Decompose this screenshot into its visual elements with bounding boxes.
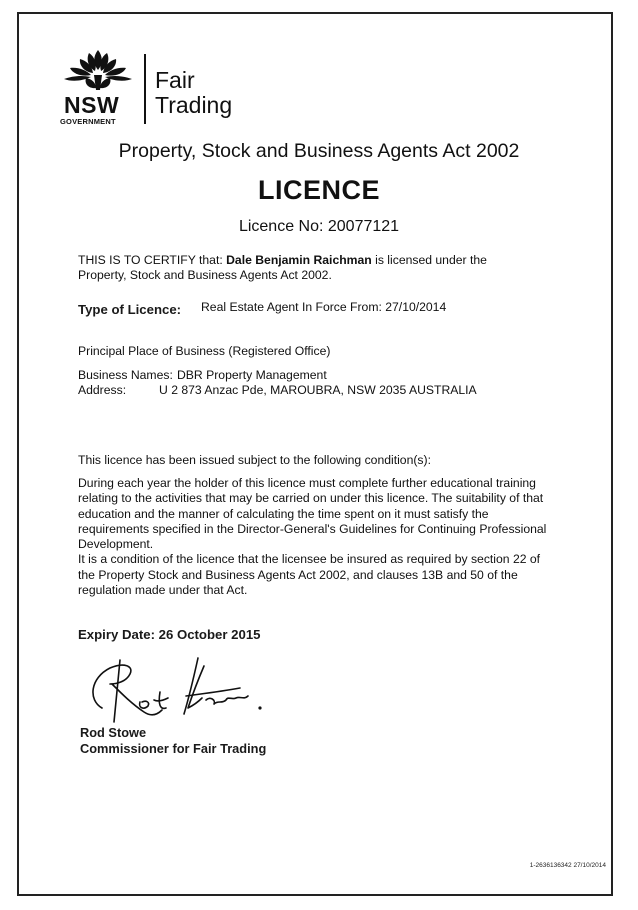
business-details xyxy=(78,368,578,398)
waratah-icon xyxy=(58,48,138,94)
licence-heading: LICENCE xyxy=(257,175,380,205)
signatory xyxy=(80,725,266,756)
business-names-label: Business Names: xyxy=(78,368,173,382)
brand-line-trading: Trading xyxy=(155,92,233,118)
condition-line: the Property Stock and Business Agents Act 2002, and clauses 13B and 50 of the xyxy=(78,567,518,582)
conditions-intro: This licence has been issued subject to the following condition(s): xyxy=(78,453,431,467)
condition-line: Development. xyxy=(78,537,154,552)
government-label: GOVERNMENT xyxy=(60,117,116,126)
condition-line: relating to the activities that may be carried on under this licence. The suitability of that xyxy=(78,491,544,506)
condition-line: requirements specified in the Director-General's Guidelines for Continuing Professional xyxy=(78,521,547,536)
act-title: Property, Stock and Business Agents Act 2002 xyxy=(118,140,520,162)
certify-suffix: is licensed under the xyxy=(371,253,487,267)
signatory-title: Commissioner for Fair Trading xyxy=(80,740,267,756)
licensee-name: Dale Benjamin Raichman xyxy=(226,253,372,267)
condition-training xyxy=(78,476,568,598)
footer-reference: 1-2636136342 27/10/2014 xyxy=(529,862,606,869)
condition-line: It is a condition of the licence that the licensee be insured as required by section 22 of xyxy=(78,552,541,567)
address-label: Address: xyxy=(78,383,127,397)
licence-type-label: Type of Licence: xyxy=(78,302,182,317)
logo-divider xyxy=(144,54,146,124)
certify-statement xyxy=(78,253,558,284)
brand-name xyxy=(155,68,232,118)
signature-icon xyxy=(80,650,280,730)
nsw-fair-trading-logo xyxy=(58,48,258,128)
expiry-date: Expiry Date: 26 October 2015 xyxy=(78,627,261,642)
brand-line-fair: Fair xyxy=(155,67,195,93)
signatory-name: Rod Stowe xyxy=(80,725,147,740)
certify-line2: Property, Stock and Business Agents Act 2002. xyxy=(78,268,332,283)
licence-type-value: Real Estate Agent In Force From: 27/10/2014 xyxy=(201,300,447,314)
address-value: U 2 873 Anzac Pde, MAROUBRA, NSW 2035 AUSTRALIA xyxy=(159,383,477,397)
certify-prefix: THIS IS TO CERTIFY that: xyxy=(78,253,227,267)
business-names-value: DBR Property Management xyxy=(177,368,327,382)
licence-number: Licence No: 20077121 xyxy=(238,218,400,235)
condition-line: During each year the holder of this licence must complete further educational training xyxy=(78,476,536,490)
condition-line: regulation made under that Act. xyxy=(78,583,248,598)
condition-line: education and the manner of calculating the time spent on it must satisfy the xyxy=(78,506,489,521)
principal-place: Principal Place of Business (Registered Office) xyxy=(78,344,331,358)
licence-type-row xyxy=(78,301,578,319)
nsw-wordmark: NSW xyxy=(64,92,120,118)
